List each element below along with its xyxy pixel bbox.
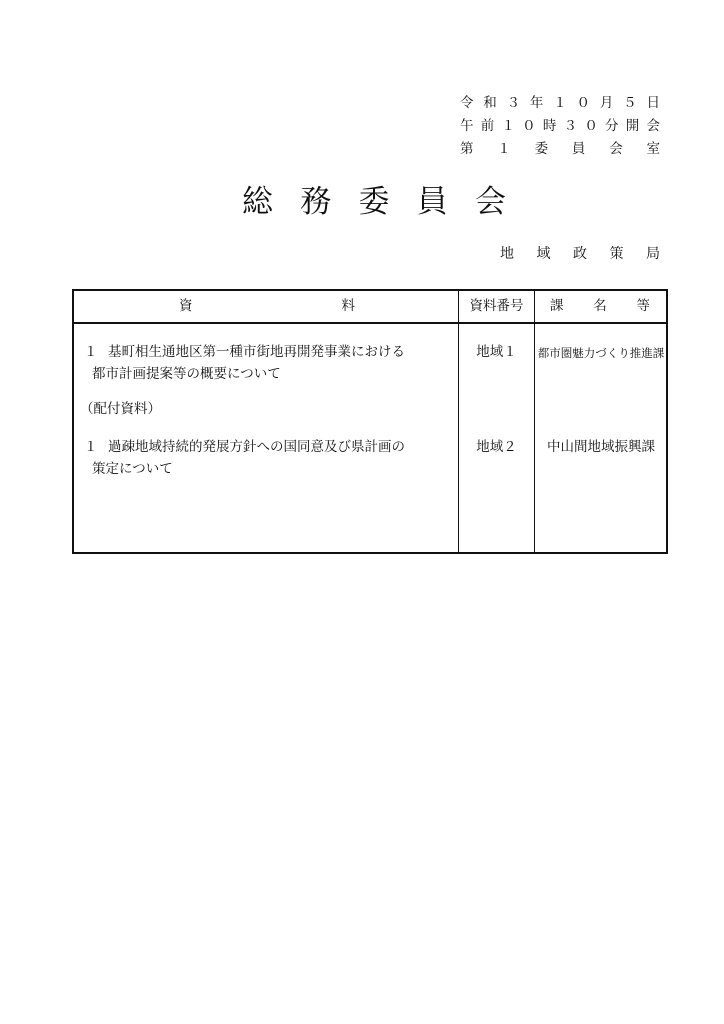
column-header-number: 資料番号: [469, 298, 524, 314]
item-number: １: [84, 439, 98, 455]
table-row-section: 中山間地域振興課: [547, 439, 655, 455]
document-title-line: [84, 341, 405, 363]
meeting-time: 午前１０時３０分開会: [460, 118, 660, 134]
committee-title: 総務委員会: [242, 184, 506, 220]
column-header-section: 課名等: [550, 298, 650, 314]
document-title-continuation: 都市計画提案等の概要について: [92, 366, 281, 382]
document-title-text: 過疎地域持続的発展方針への国同意及び県計画の: [108, 439, 405, 455]
table-row-section: 都市圏魅力づくり推進課: [537, 346, 665, 360]
document-title-continuation: 策定について: [92, 461, 173, 477]
meeting-room: 第 １ 委 員 会 室: [460, 141, 660, 157]
table-row-document: [84, 341, 405, 385]
table-row-document: [84, 436, 405, 480]
column-divider: [534, 291, 535, 552]
document-title-line: [84, 436, 405, 458]
document-title-text: 基町相生通地区第一種市街地再開発事業における: [108, 344, 405, 360]
materials-table: [72, 289, 668, 554]
item-number: １: [84, 344, 98, 360]
table-row-number: 地域１: [476, 344, 517, 360]
column-divider: [458, 291, 459, 552]
meeting-info: [460, 92, 660, 161]
bureau-name: 地域政策局: [500, 246, 660, 262]
meeting-date: 令和３年１０月５日: [460, 95, 660, 111]
header-divider: [74, 322, 666, 324]
table-row-number: 地域２: [476, 439, 517, 455]
distribution-label: （配付資料）: [80, 401, 161, 417]
column-header-document: 資料: [179, 298, 355, 314]
